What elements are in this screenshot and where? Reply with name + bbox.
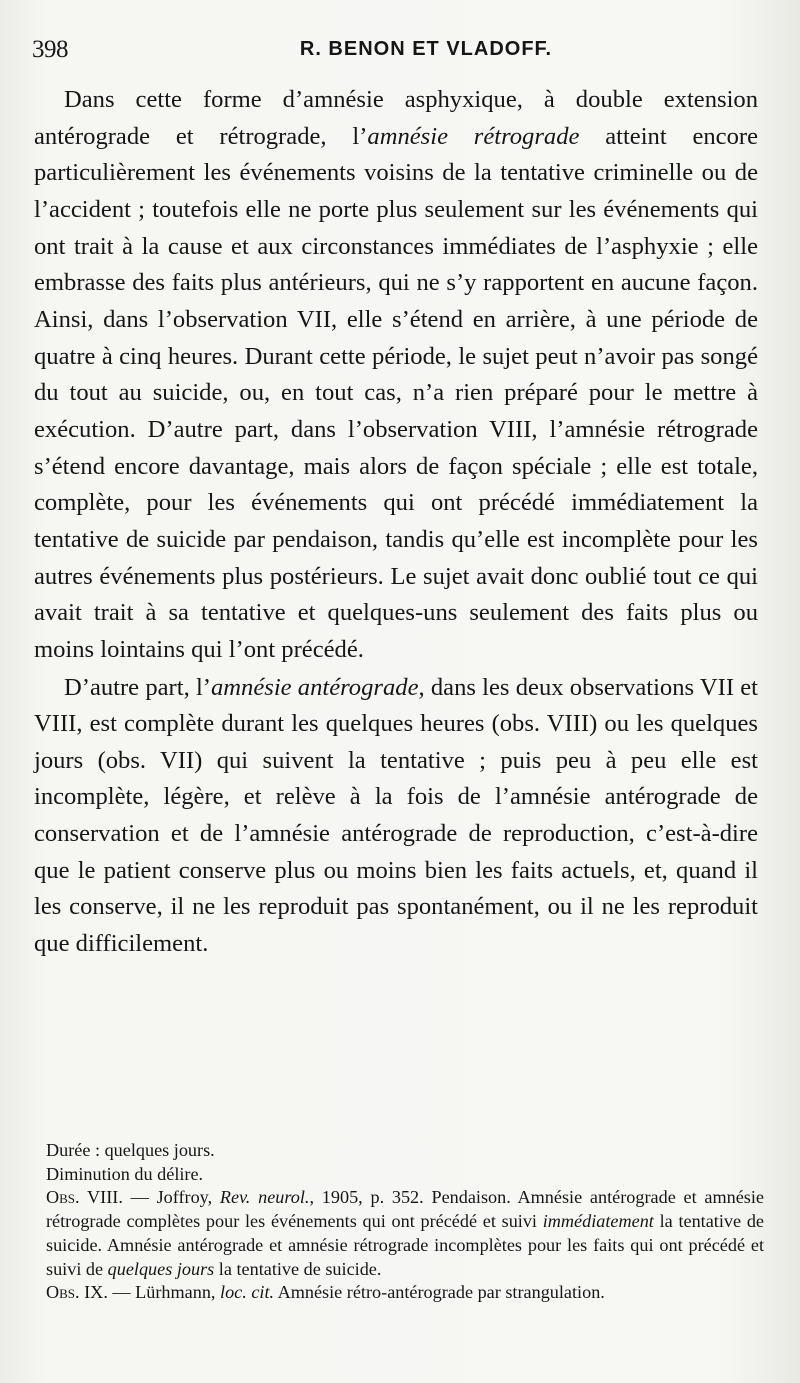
para1-text-b: atteint encore particulièrement les événements voisins de la tentative criminelle ou de l’accident ; toutefois elle ne porte plus seulement sur les événements qui ont trait à la cause et aux circonstances immédiates de l’asphyxie ; elle embrasse des faits plus antérieurs, qui ne s’y rapportent en aucune façon. Ainsi, dans l’observation VII, elle s’étend en arrière, à une période de quatre à cinq heures. Durant cette période, le sujet peut n’avoir pas songé du tout au suicide, ou, en tout cas, n’a rien préparé pour le mettre à exécution. D’autre part, dans l’observation VIII, l’amnésie rétrograde s’étend encore davantage, mais alors de façon spéciale ; elle est totale, complète, pour les événements qui ont précédé immédiatement la tentative de suicide par pendaison, tandis qu’elle est incomplète pour les autres événements plus postérieurs. Le sujet avait donc oublié tout ce qui avait trait à sa tentative et quelques-uns seulement des faits plus ou moins lointains qui l’ont précédé. bbox=[34, 122, 758, 663]
obs8-emphasis-2: quelques jours bbox=[107, 1258, 215, 1279]
obs8-label: Obs. VIII. bbox=[46, 1187, 123, 1208]
page-header bbox=[32, 36, 760, 66]
para1-text-a: Dans cette forme d’amnésie asphyxique, à double extension antérograde et rétrograde, l’ bbox=[34, 86, 758, 150]
obs8-text-a: , 1905, p. 352. Pendaison. Amnésie antérograde et amnésie rétrograde complètes pour les événements qui ont précédé et suivi bbox=[46, 1187, 764, 1232]
obs9-label: Obs. IX. bbox=[46, 1282, 108, 1303]
paragraph-anterograde-amnesia bbox=[34, 670, 758, 963]
obs8-emphasis-1: immédiatement bbox=[542, 1211, 654, 1232]
observation-ix bbox=[46, 1281, 764, 1305]
para2-text-b: , dans les deux observations VII et VIII, est complète durant les quelques heures (obs. VIII) ou les quelques jours (obs. VII) qui suivent la tentative ; puis peu à peu elle est incomplète, légère, et relève à la fois de l’amnésie antérograde de conservation et de l’amnésie antérograde de reproduction, c’est-à-dire que le patient conserve plus ou moins bien les faits actuels, et, quand il les conserve, il ne les reproduit pas spontanément, ou il ne les reproduit que difficilement. bbox=[34, 673, 758, 958]
obs9-citation: loc. cit. bbox=[220, 1282, 275, 1303]
obs8-text-b: la tentative de suicide. Amnésie antérograde et amnésie rétrograde incomplètes pour les faits qui ont précédé et suivi de bbox=[46, 1211, 764, 1279]
paragraph-retrograde-amnesia bbox=[34, 82, 758, 669]
obs8-dash: — Joffroy, bbox=[122, 1187, 220, 1208]
obs9-dash: — Lürhmann, bbox=[107, 1282, 221, 1303]
main-text bbox=[34, 82, 758, 963]
page-number: 398 bbox=[32, 36, 68, 63]
running-head: R. BENON ET VLADOFF. bbox=[299, 38, 553, 60]
para1-emphasis: amnésie rétrograde bbox=[367, 122, 580, 150]
obs8-text-c: la tentative de suicide. bbox=[214, 1258, 382, 1279]
note-duree: Durée : quelques jours. bbox=[46, 1140, 215, 1160]
obs9-text-a: Amnésie rétro-antérograde par strangulation. bbox=[274, 1282, 605, 1303]
observation-viii bbox=[46, 1186, 764, 1281]
note-diminution: Diminution du délire. bbox=[46, 1163, 204, 1184]
obs8-journal: Rev. neurol. bbox=[219, 1187, 310, 1208]
para2-text-a: D’autre part, l’ bbox=[64, 673, 211, 701]
para2-emphasis: amnésie antérograde bbox=[210, 673, 419, 701]
case-notes bbox=[46, 1139, 764, 1305]
